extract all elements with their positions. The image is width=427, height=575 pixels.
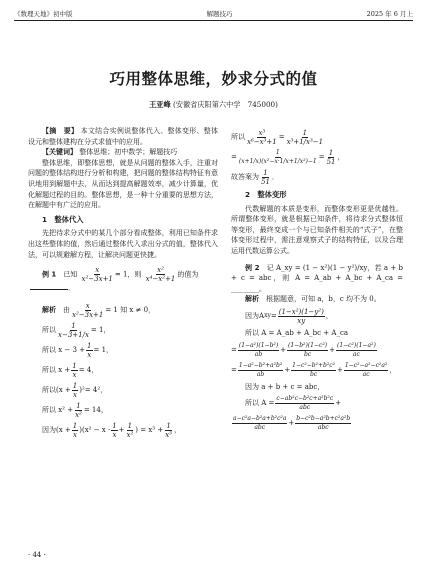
solution-1-line-1: 解析 由 $\frac{x}{\text{x²−3x+1}}$ = 1 知 x ≠ 0， xyxy=(42,301,156,319)
header-rule xyxy=(14,20,413,21)
solution-1-line-6: 所以 x² + $\frac{1}{\text{x²}}$ = 14， xyxy=(42,401,108,419)
solution-1-answer: 故答案为 1 51 ． xyxy=(231,169,279,186)
solution-2-cond: 因为 a + b + c = abc， xyxy=(245,382,325,391)
solution-1-line-9: = 1 (x+1/x)(x²−x·1/x+1/x²)−1 = 1 51 ， xyxy=(231,149,345,166)
section-1-text: 先把待求分式中的某几个部分看成整体，利用已知条件求出这些整体的值，然后通过整体代入求出分式的值，整体代入法，可以规避解方程，让解决问题更快捷。 xyxy=(28,229,218,259)
author-affiliation: (安徽省庆阳第六中学 745000) xyxy=(172,100,278,109)
solution-2-intro: 解析 根据题意，可知 a，b，c 均不为 0。 xyxy=(245,295,381,304)
section-1-heading: 1 整体代入 xyxy=(42,214,84,224)
example-1-blank: ． xyxy=(28,283,218,294)
column-name: 解题技巧 xyxy=(206,10,233,18)
journal-name: 《数理天地》初中版 xyxy=(14,10,73,18)
page-number: · 44 · xyxy=(28,551,46,559)
solution-1-line-2: 所以 $\frac{1}{x-3+1/x}$ = 1， xyxy=(42,321,111,339)
abstract: 【摘 要】 本文结合实例说整体代入、整体变形、整体设元和整体建构在分式求值中的应用。 xyxy=(28,127,218,146)
solution-2-def: 因为 A xy = (1−x²)(1−y²) xy ， xyxy=(245,307,333,325)
solution-2-result: 所以 A = c−ab²c−b²c+a²b²c abc + xyxy=(245,395,342,412)
solution-2-sum: 所以 A = A_ab + A_bc + A_ca xyxy=(245,328,349,337)
solution-2-result-2: a−c²a−b²a+b²c²a abc + b−c²b−a²b+c²a²b abc xyxy=(233,415,351,432)
article-title: 巧用整体思维，妙求分式的值 xyxy=(109,70,318,88)
solution-2-expand-1: = (1−a²)(1−b²) ab + (1−b²)(1−c²) bc + (1−c²)(1−a²) ac xyxy=(231,341,376,358)
left-column xyxy=(28,126,218,442)
example-1: 例 1 已知 $\frac{x}{\text{x²−3x+1}}$ = 1，则 $\frac{\text{x²}}{\text{x⁴−x²+1}}$ 的值为 xyxy=(42,266,199,284)
running-header xyxy=(14,9,413,18)
solution-1-line-4: 所以 x + $\frac{1}{x}$ = 4， xyxy=(42,361,99,379)
solution-2-expand-2: = 1−a²−b²+a²b² ab + 1−c²−b²+b²c² bc + 1−c²−a²−c²a² ac ， xyxy=(231,361,397,378)
solution-1-line-3: 所以 x − 3 + $\frac{1}{x}$ = 1， xyxy=(42,341,114,359)
section-2-text: 代数解题的本质是变形，而整体变形更是优越性。所谓整体变形，就是根据已知条件，将待求分式整体恒等变形，最终变成一个与已知条件相关的“式子”，在整体变形过程中，需注意观察式子的结构特征，以及合理运用代数运算公式。 xyxy=(231,204,403,255)
author-name: 王亚峰 xyxy=(149,100,171,109)
intro-paragraph: 整体思维，即整体思想，就是从问题的整体入手，注重对问题的整体结构进行分析和构建，把问题的整体结构特征有意识地用到解题中去，从而达到提高解题效率，减少计算量，优化解题过程的目的。整体思想，是一种十分重要的思想方法，在解题中有广泛的应用。 xyxy=(28,158,218,210)
example-2: 例 2 记 A_xy = (1 − x²)(1 − y²)/xy，若 a + b + c = abc，则 A = A_ab + A_bc + A_ca = ________。 xyxy=(231,263,403,293)
author-line xyxy=(0,100,427,110)
issue-date: 2025 年 6 月上 xyxy=(366,10,413,18)
right-column xyxy=(231,126,403,435)
solution-1-line-5: 所以 (x + $\frac{1}{x}$ )² = 4²， xyxy=(42,381,108,399)
keywords: 【关键词】 整体思维；初中数学；解题技巧 xyxy=(42,148,178,157)
solution-1-line-8: 所以 x³ x⁶−x³+1 = 1 x³+1/x³−1 xyxy=(231,129,324,146)
section-2-heading: 2 整体变形 xyxy=(245,190,287,199)
solution-1-line-7: 因为 (x + 1 x )(x² − x · 1 x + 1 x² ) = x³ + 1 x³ ， xyxy=(42,421,181,439)
